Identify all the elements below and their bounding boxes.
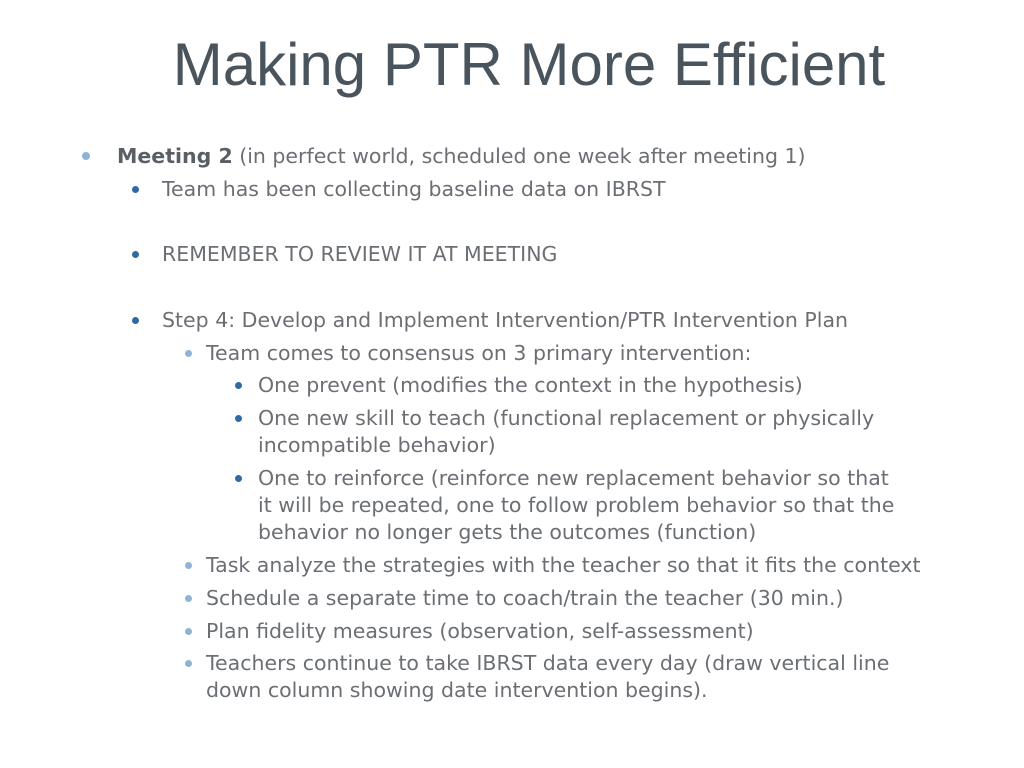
- bullet-icon: [185, 595, 192, 602]
- bullet-icon: [132, 186, 139, 193]
- prevent-item: One prevent (modifies the context in the hypothesis): [258, 373, 803, 397]
- remember-item: REMEMBER TO REVIEW IT AT MEETING: [162, 242, 558, 266]
- bullet-icon: [235, 475, 242, 482]
- reinforce-item-line1: One to reinforce (reinforce new replacement behavior so that: [258, 466, 889, 490]
- reinforce-item-line3: behavior no longer gets the outcomes (function): [258, 520, 757, 544]
- reinforce-item-line2: it will be repeated, one to follow problem behavior so that the: [258, 493, 895, 517]
- bullet-icon: [185, 628, 192, 635]
- bullet-icon: [132, 317, 139, 324]
- meeting-label: Meeting 2: [117, 144, 233, 168]
- meeting-2-item: [117, 143, 806, 170]
- skill-item-line1: One new skill to teach (functional replacement or physically: [258, 406, 875, 430]
- bullet-icon: [235, 415, 242, 422]
- baseline-item: Team has been collecting baseline data on IBRST: [162, 177, 666, 201]
- bullet-icon: [185, 350, 192, 357]
- task-analyze-item: Task analyze the strategies with the teacher so that it fits the context: [206, 553, 921, 577]
- bullet-icon: [82, 152, 90, 160]
- teachers-item-line2: down column showing date intervention begins).: [206, 678, 708, 702]
- skill-item-line2: incompatible behavior): [258, 433, 496, 457]
- meeting-note: (in perfect world, scheduled one week after meeting 1): [232, 144, 806, 168]
- bullet-icon: [235, 382, 242, 389]
- teachers-item-line1: Teachers continue to take IBRST data every day (draw vertical line: [206, 651, 890, 675]
- consensus-item: Team comes to consensus on 3 primary intervention:: [206, 341, 752, 365]
- bullet-icon: [185, 562, 192, 569]
- schedule-item: Schedule a separate time to coach/train the teacher (30 min.): [206, 586, 844, 610]
- slide-title: Making PTR More Efficient: [172, 31, 886, 98]
- bullet-icon: [132, 251, 139, 258]
- fidelity-item: Plan fidelity measures (observation, self-assessment): [206, 619, 754, 643]
- step-4-item: Step 4: Develop and Implement Intervention/PTR Intervention Plan: [162, 308, 849, 332]
- bullet-icon: [185, 660, 192, 667]
